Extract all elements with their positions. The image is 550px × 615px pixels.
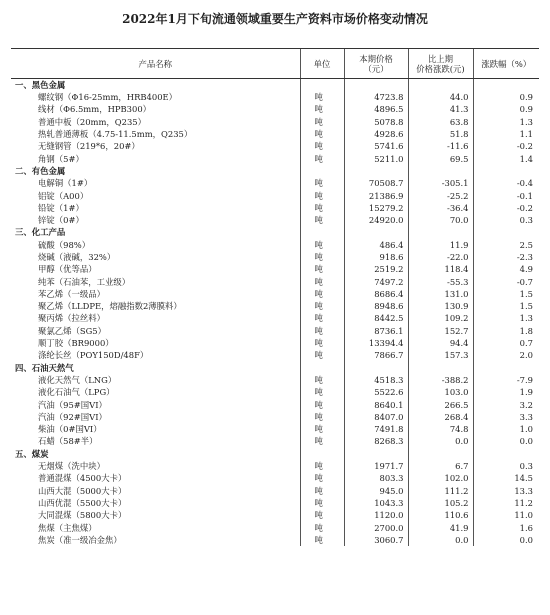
unit-cell: 吨	[300, 214, 344, 226]
price-cell: 1120.0	[344, 509, 408, 521]
price-cell: 8268.3	[344, 435, 408, 447]
unit-cell: 吨	[300, 288, 344, 300]
price-cell: 24920.0	[344, 214, 408, 226]
price-cell: 5078.8	[344, 116, 408, 128]
unit-cell	[300, 226, 344, 238]
table-row	[11, 312, 539, 324]
table-row	[11, 435, 539, 447]
price-change-cell: 103.0	[408, 386, 473, 398]
product-name-cell: 三、化工产品	[15, 227, 66, 238]
unit-cell	[300, 79, 344, 92]
price-change-cell: 11.9	[408, 239, 473, 251]
product-name-cell: 液化石油气（LPG）	[38, 387, 115, 398]
unit-cell: 吨	[300, 509, 344, 521]
table-row	[11, 189, 539, 201]
unit-cell: 吨	[300, 521, 344, 533]
price-change-cell: 44.0	[408, 91, 473, 103]
table-row	[11, 214, 539, 226]
table-row	[11, 128, 539, 140]
unit-cell: 吨	[300, 128, 344, 140]
price-cell: 486.4	[344, 239, 408, 251]
change-percent-cell: 0.7	[473, 337, 539, 349]
unit-cell: 吨	[300, 275, 344, 287]
unit-cell: 吨	[300, 374, 344, 386]
unit-cell: 吨	[300, 472, 344, 484]
header-current-price-line1: 本期价格	[359, 53, 393, 64]
change-percent-cell: 2.0	[473, 349, 539, 361]
table-row	[11, 251, 539, 263]
header-change-percent: 涨跌幅（%）	[473, 49, 539, 79]
product-name-cell: 汽油（95#国VI）	[38, 399, 107, 410]
product-name-cell: 无缝钢管（219*6，20#）	[38, 141, 140, 152]
header-product-name: 产品名称	[11, 49, 300, 79]
unit-cell: 吨	[300, 91, 344, 103]
table-row	[11, 140, 539, 152]
price-cell: 3060.7	[344, 534, 408, 546]
change-percent-cell: 11.0	[473, 509, 539, 521]
price-change-cell: 74.8	[408, 423, 473, 435]
change-percent-cell: 3.3	[473, 411, 539, 423]
change-percent-cell: -7.9	[473, 374, 539, 386]
change-percent-cell: 1.5	[473, 288, 539, 300]
table-body	[11, 79, 539, 546]
table-row	[11, 509, 539, 521]
category-row	[11, 165, 539, 177]
product-name-cell: 顺丁胶（BR9000）	[38, 338, 114, 349]
change-percent-cell: 1.1	[473, 128, 539, 140]
price-cell: 70508.7	[344, 177, 408, 189]
unit-cell: 吨	[300, 116, 344, 128]
product-name-cell: 大同混煤（5800大卡）	[38, 510, 127, 521]
price-change-cell: 157.3	[408, 349, 473, 361]
change-percent-cell: 1.4	[473, 152, 539, 164]
product-name-cell: 苯乙烯（一级品）	[38, 288, 105, 299]
unit-cell: 吨	[300, 202, 344, 214]
price-cell: 8442.5	[344, 312, 408, 324]
price-cell: 1043.3	[344, 497, 408, 509]
table-row	[11, 460, 539, 472]
price-change-cell: 266.5	[408, 398, 473, 410]
price-change-cell: 111.2	[408, 485, 473, 497]
table-row	[11, 423, 539, 435]
price-cell	[344, 362, 408, 374]
change-percent-cell: 1.5	[473, 300, 539, 312]
price-change-cell: 41.3	[408, 103, 473, 115]
unit-cell: 吨	[300, 386, 344, 398]
price-cell: 918.6	[344, 251, 408, 263]
product-name-cell: 锌锭（0#）	[38, 215, 84, 226]
table-row	[11, 202, 539, 214]
price-change-cell: -388.2	[408, 374, 473, 386]
price-change-cell: 110.6	[408, 509, 473, 521]
table-row	[11, 239, 539, 251]
change-percent-cell: 1.8	[473, 325, 539, 337]
price-cell: 8640.1	[344, 398, 408, 410]
price-change-cell	[408, 448, 473, 460]
unit-cell: 吨	[300, 239, 344, 251]
price-change-cell: 0.0	[408, 435, 473, 447]
table-row	[11, 398, 539, 410]
price-change-cell: 70.0	[408, 214, 473, 226]
price-change-cell: 130.9	[408, 300, 473, 312]
table-row	[11, 521, 539, 533]
change-percent-cell: -0.2	[473, 140, 539, 152]
table-row	[11, 374, 539, 386]
product-name-cell: 普通混煤（4500大卡）	[38, 473, 127, 484]
category-row	[11, 79, 539, 92]
product-name-cell: 普通中板（20mm，Q235）	[38, 116, 147, 127]
change-percent-cell: -0.7	[473, 275, 539, 287]
category-row	[11, 226, 539, 238]
unit-cell: 吨	[300, 497, 344, 509]
table-row	[11, 177, 539, 189]
header-current-price	[344, 49, 408, 79]
price-cell: 13394.4	[344, 337, 408, 349]
product-name-cell: 纯苯（石油苯，工业级）	[38, 276, 131, 287]
price-cell	[344, 79, 408, 92]
change-percent-cell: 2.5	[473, 239, 539, 251]
price-change-cell: 51.8	[408, 128, 473, 140]
price-change-cell: 268.4	[408, 411, 473, 423]
price-cell: 945.0	[344, 485, 408, 497]
price-change-cell: 118.4	[408, 263, 473, 275]
price-change-cell: 131.0	[408, 288, 473, 300]
price-cell	[344, 448, 408, 460]
product-name-cell: 二、有色金属	[15, 165, 66, 176]
product-name-cell: 五、煤炭	[15, 448, 49, 459]
change-percent-cell: 1.0	[473, 423, 539, 435]
page-title: 2022年1月下旬流通领域重要生产资料市场价格变动情况	[122, 12, 428, 26]
price-cell: 21386.9	[344, 189, 408, 201]
header-price-change	[408, 49, 473, 79]
price-cell: 8407.0	[344, 411, 408, 423]
unit-cell: 吨	[300, 251, 344, 263]
change-percent-cell: 0.9	[473, 103, 539, 115]
unit-cell: 吨	[300, 349, 344, 361]
unit-cell: 吨	[300, 177, 344, 189]
unit-cell: 吨	[300, 103, 344, 115]
change-percent-cell	[473, 165, 539, 177]
price-change-cell	[408, 362, 473, 374]
table-row	[11, 485, 539, 497]
product-name-cell: 热轧普通薄板（4.75-11.5mm，Q235）	[38, 129, 193, 140]
product-name-cell: 电解铜（1#）	[38, 178, 93, 189]
table-row	[11, 325, 539, 337]
price-change-cell: -25.2	[408, 189, 473, 201]
price-change-cell: 0.0	[408, 534, 473, 546]
header-price-change-line2: 价格涨跌(元)	[416, 63, 465, 74]
price-cell: 15279.2	[344, 202, 408, 214]
change-percent-cell: 0.3	[473, 214, 539, 226]
product-name-cell: 铅锭（1#）	[38, 202, 84, 213]
product-name-cell: 山西优混（5500大卡）	[38, 497, 127, 508]
unit-cell: 吨	[300, 485, 344, 497]
change-percent-cell: -0.4	[473, 177, 539, 189]
header-current-price-line2: （元）	[363, 63, 389, 74]
price-change-cell	[408, 226, 473, 238]
unit-cell: 吨	[300, 325, 344, 337]
price-cell	[344, 226, 408, 238]
unit-cell: 吨	[300, 423, 344, 435]
price-cell: 7866.7	[344, 349, 408, 361]
price-cell: 803.3	[344, 472, 408, 484]
price-change-cell: -22.0	[408, 251, 473, 263]
change-percent-cell: -2.3	[473, 251, 539, 263]
price-change-cell: -305.1	[408, 177, 473, 189]
table-row	[11, 349, 539, 361]
price-cell: 8736.1	[344, 325, 408, 337]
product-name-cell: 甲醇（优等品）	[38, 264, 97, 275]
product-name-cell: 聚乙烯（LLDPE，熔融指数2薄膜料）	[38, 301, 182, 312]
price-change-cell	[408, 165, 473, 177]
product-name-cell: 石蜡（58#半）	[38, 436, 98, 447]
change-percent-cell: 0.3	[473, 460, 539, 472]
change-percent-cell: 11.2	[473, 497, 539, 509]
product-name-cell: 焦煤（主焦煤）	[38, 522, 97, 533]
unit-cell: 吨	[300, 411, 344, 423]
product-name-cell: 聚氯乙烯（SG5）	[38, 325, 107, 336]
price-table	[11, 48, 539, 546]
product-name-cell: 液化天然气（LNG）	[38, 374, 117, 385]
unit-cell: 吨	[300, 152, 344, 164]
change-percent-cell: 0.9	[473, 91, 539, 103]
change-percent-cell	[473, 79, 539, 92]
unit-cell: 吨	[300, 534, 344, 546]
product-name-cell: 角钢（5#）	[38, 153, 84, 164]
change-percent-cell: 13.3	[473, 485, 539, 497]
price-change-cell: 41.9	[408, 521, 473, 533]
table-header	[11, 49, 539, 79]
change-percent-cell: 14.5	[473, 472, 539, 484]
price-cell	[344, 165, 408, 177]
table-row	[11, 534, 539, 546]
price-change-cell: 6.7	[408, 460, 473, 472]
price-change-cell: -55.3	[408, 275, 473, 287]
product-name-cell: 汽油（92#国VI）	[38, 411, 107, 422]
price-cell: 4928.6	[344, 128, 408, 140]
table-row	[11, 116, 539, 128]
product-name-cell: 无烟煤（洗中块）	[38, 461, 105, 472]
table-row	[11, 300, 539, 312]
unit-cell: 吨	[300, 189, 344, 201]
price-cell: 7491.8	[344, 423, 408, 435]
category-row	[11, 362, 539, 374]
change-percent-cell: 1.6	[473, 521, 539, 533]
product-name-cell: 线材（Φ6.5mm，HPB300）	[38, 104, 152, 115]
header-unit: 单位	[300, 49, 344, 79]
product-name-cell: 烧碱（液碱，32%）	[38, 252, 116, 262]
change-percent-cell: 3.2	[473, 398, 539, 410]
price-cell: 4896.5	[344, 103, 408, 115]
price-cell: 1971.7	[344, 460, 408, 472]
product-name-cell: 硫酸（98%）	[38, 239, 91, 250]
product-name-cell: 柴油（0#国VI）	[38, 424, 102, 435]
change-percent-cell: 1.3	[473, 116, 539, 128]
price-cell: 2700.0	[344, 521, 408, 533]
price-change-cell: 94.4	[408, 337, 473, 349]
price-change-cell: 109.2	[408, 312, 473, 324]
price-change-cell: 102.0	[408, 472, 473, 484]
unit-cell	[300, 362, 344, 374]
table-row	[11, 288, 539, 300]
table-row	[11, 497, 539, 509]
table-row	[11, 275, 539, 287]
unit-cell: 吨	[300, 140, 344, 152]
unit-cell: 吨	[300, 300, 344, 312]
unit-cell: 吨	[300, 312, 344, 324]
unit-cell: 吨	[300, 337, 344, 349]
unit-cell: 吨	[300, 398, 344, 410]
change-percent-cell	[473, 226, 539, 238]
table-row	[11, 263, 539, 275]
table-row	[11, 386, 539, 398]
product-name-cell: 焦炭（准一级冶金焦）	[38, 534, 122, 545]
change-percent-cell: 4.9	[473, 263, 539, 275]
table-row	[11, 103, 539, 115]
product-name-cell: 聚丙烯（拉丝料）	[38, 313, 105, 324]
unit-cell	[300, 165, 344, 177]
price-change-cell: 105.2	[408, 497, 473, 509]
change-percent-cell: -0.2	[473, 202, 539, 214]
change-percent-cell: 0.0	[473, 435, 539, 447]
change-percent-cell: 0.0	[473, 534, 539, 546]
product-name-cell: 四、石油天然气	[15, 362, 74, 373]
product-name-cell: 涤纶长丝（POY150D/48F）	[38, 350, 149, 361]
change-percent-cell: 1.9	[473, 386, 539, 398]
price-cell: 2519.2	[344, 263, 408, 275]
unit-cell: 吨	[300, 460, 344, 472]
price-cell: 8948.6	[344, 300, 408, 312]
price-cell: 5522.6	[344, 386, 408, 398]
change-percent-cell	[473, 448, 539, 460]
price-cell: 5211.0	[344, 152, 408, 164]
category-row	[11, 448, 539, 460]
price-cell: 4723.8	[344, 91, 408, 103]
price-change-cell	[408, 79, 473, 92]
price-change-cell: 152.7	[408, 325, 473, 337]
table-row	[11, 152, 539, 164]
unit-cell: 吨	[300, 263, 344, 275]
change-percent-cell: -0.1	[473, 189, 539, 201]
product-name-cell: 螺纹钢（Φ16-25mm，HRB400E）	[38, 92, 178, 103]
unit-cell: 吨	[300, 435, 344, 447]
product-name-cell: 一、黑色金属	[15, 80, 66, 90]
table-row	[11, 337, 539, 349]
product-name-cell: 山西大混（5000大卡）	[38, 485, 127, 496]
price-change-cell: 69.5	[408, 152, 473, 164]
table-row	[11, 472, 539, 484]
price-change-cell: -36.4	[408, 202, 473, 214]
price-cell: 8686.4	[344, 288, 408, 300]
table-row	[11, 91, 539, 103]
price-cell: 5741.6	[344, 140, 408, 152]
table-row	[11, 411, 539, 423]
change-percent-cell: 1.3	[473, 312, 539, 324]
price-change-cell: -11.6	[408, 140, 473, 152]
change-percent-cell	[473, 362, 539, 374]
price-cell: 7497.2	[344, 275, 408, 287]
unit-cell	[300, 448, 344, 460]
price-change-cell: 63.8	[408, 116, 473, 128]
header-price-change-line1: 比上期	[427, 53, 454, 64]
product-name-cell: 铝锭（A00）	[38, 190, 89, 201]
price-cell: 4518.3	[344, 374, 408, 386]
